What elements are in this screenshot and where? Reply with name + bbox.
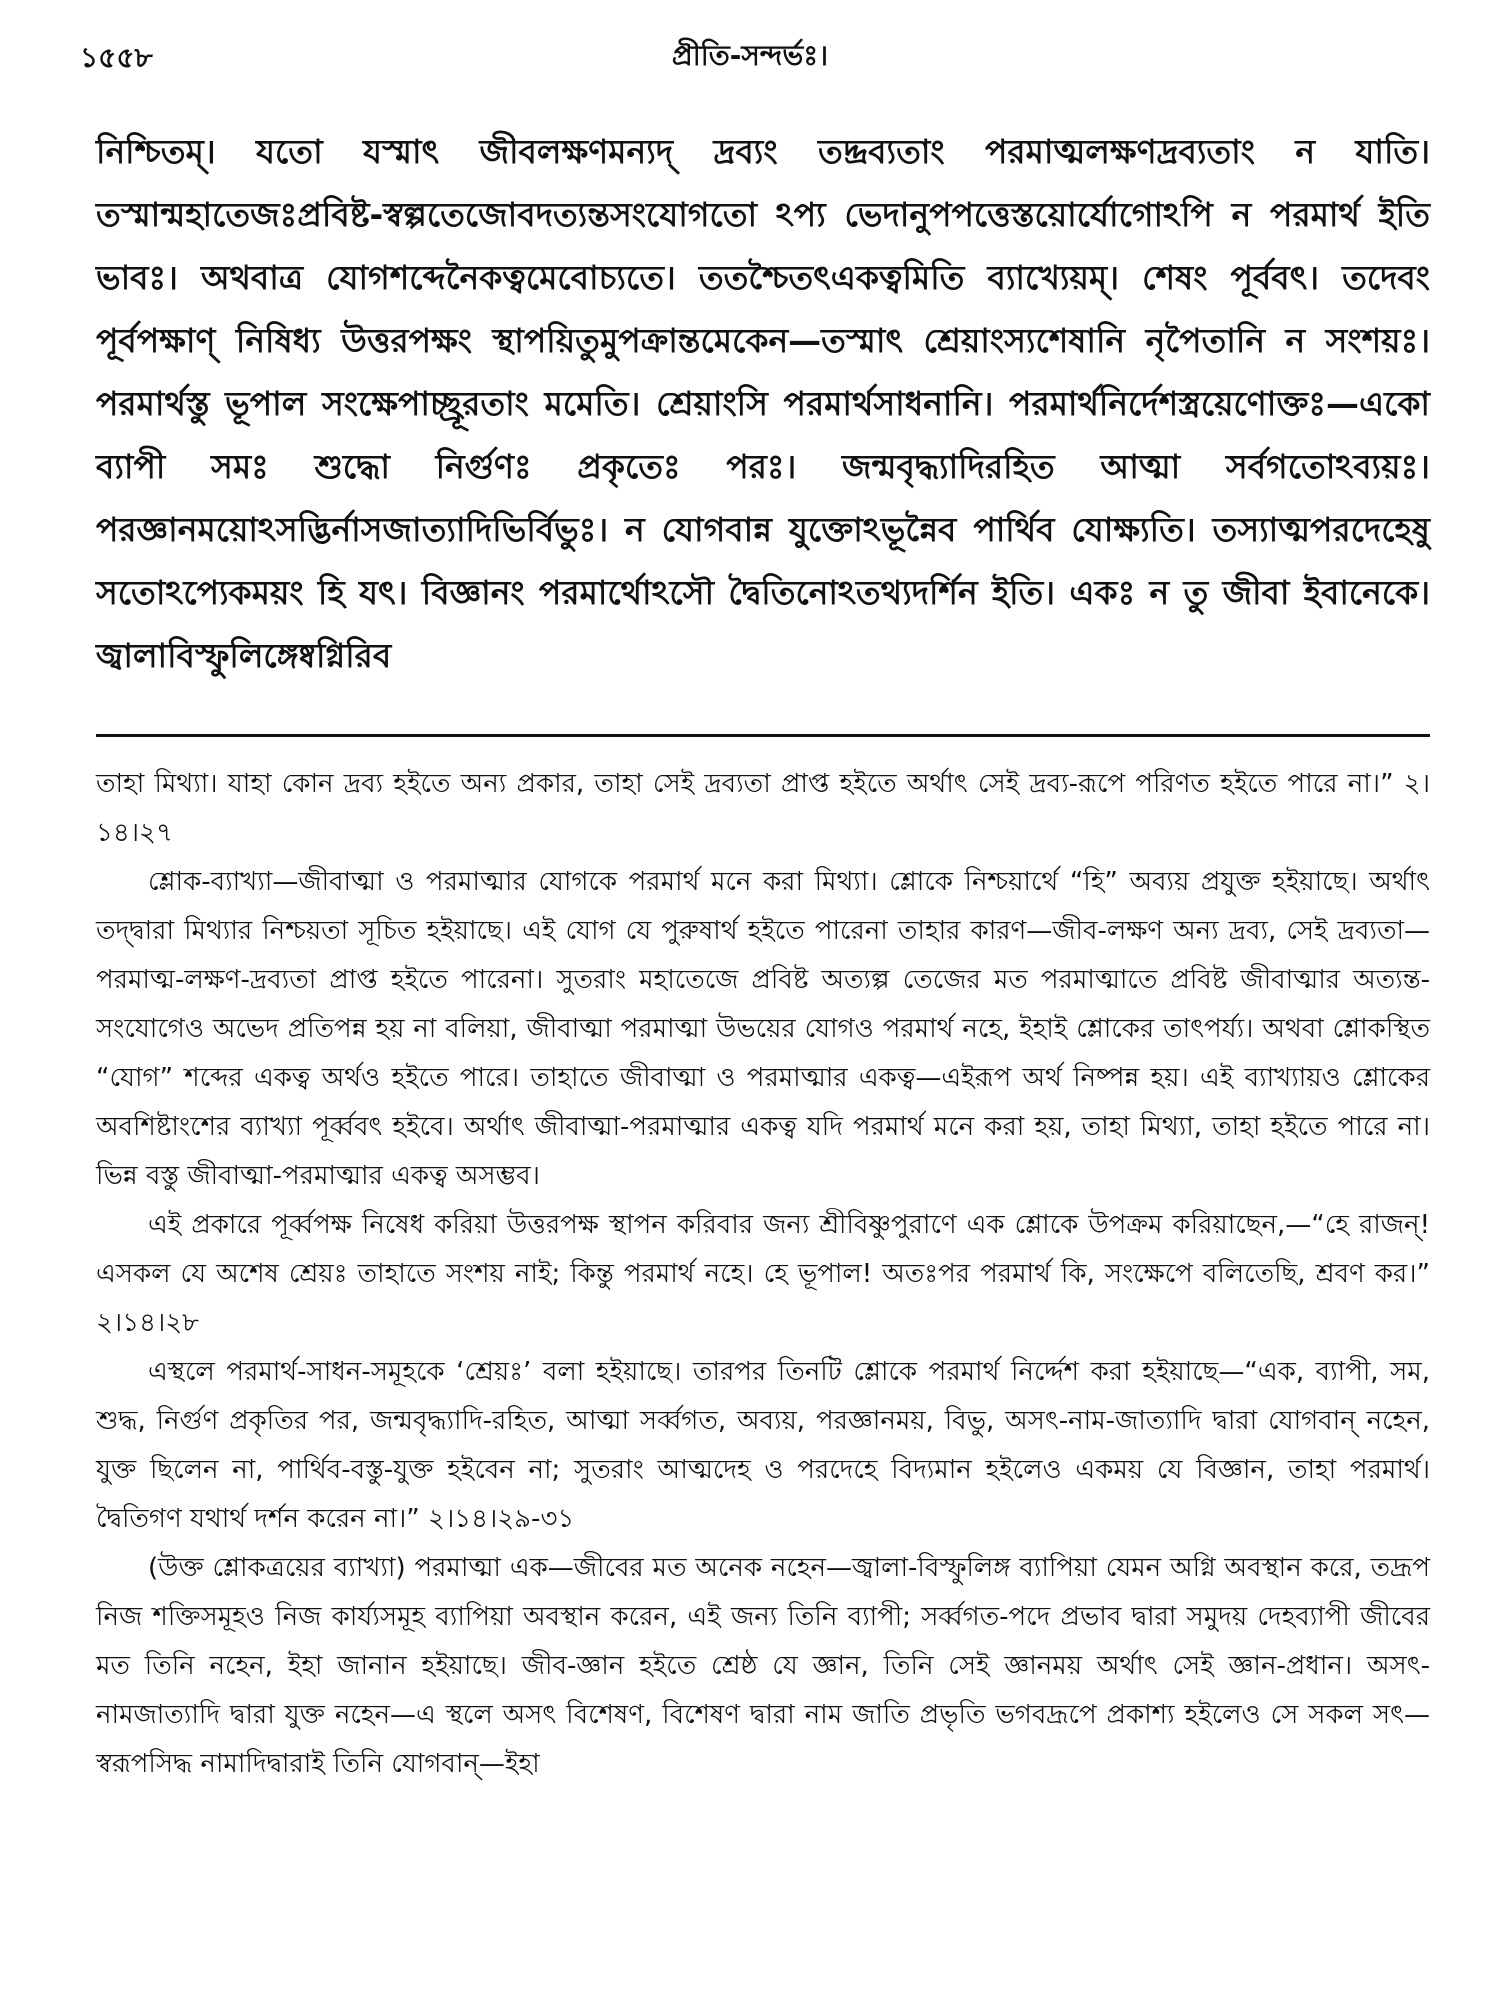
commentary-paragraph: এই প্রকারে পূর্ব্বপক্ষ নিষেধ করিয়া উত্তরপক্ষ স্থাপন করিবার জন্য শ্রীবিষ্ণুপুরাণে এক শ্লোকে উপক্রম করিয়াছেন,—“হে রাজন্‌! এসকল যে অশেষ শ্রেয়ঃ তাহাতে সংশয় নাই; কিন্তু পরমার্থ নহে। হে ভূপাল! অতঃপর পরমার্থ কি, সংক্ষেপে বলিতেছি, শ্রবণ কর।” ২।১৪।২৮ <box>96 1210 1430 1338</box>
separator-rule <box>96 734 1430 737</box>
page-number: ১৫৫৮ <box>80 41 153 74</box>
commentary-paragraph: এস্থলে পরমার্থ-সাধন-সমূহকে ‘শ্রেয়ঃ’ বলা হইয়াছে। তারপর তিনটি শ্লোকে পরমার্থ নির্দ্দেশ করা হইয়াছে—“এক, ব্যাপী, সম, শুদ্ধ, নির্গুণ প্রকৃতির পর, জন্মবৃদ্ধ্যাদি-রহিত, আত্মা সর্ব্বগত, অব্যয়, পরজ্ঞানময়, বিভু, অসৎ-নাম-জাত্যাদি দ্বারা যোগবান্‌ নহেন, যুক্ত ছিলেন না, পার্থিব-বস্তু-যুক্ত হইবেন না; সুতরাং আত্মদেহ ও পরদেহে বিদ্যমান হইলেও একময় যে বিজ্ঞান, তাহা পরমার্থ। দ্বৈতিগণ যথার্থ দর্শন করেন না।” ২।১৪।২৯-৩১ <box>96 1357 1430 1534</box>
commentary-paragraph: শ্লোক-ব্যাখ্যা—জীবাত্মা ও পরমাত্মার যোগকে পরমার্থ মনে করা মিথ্যা। শ্লোকে নিশ্চয়ার্থে “হি” অব্যয় প্রযুক্ত হইয়াছে। অর্থাৎ তদ্দ্বারা মিথ্যার নিশ্চয়তা সূচিত হইয়াছে। এই যোগ যে পুরুষার্থ হইতে পারেনা তাহার কারণ—জীব-লক্ষণ অন্য দ্রব্য, সেই দ্রব্যতা—পরমাত্ম-লক্ষণ-দ্রব্যতা প্রাপ্ত হইতে পারেনা। সুতরাং মহাতেজে প্রবিষ্ট অত্যল্প তেজের মত পরমাত্মাতে প্রবিষ্ট জীবাত্মার অত্যন্ত-সংযোগেও অভেদ প্রতিপন্ন হয় না বলিয়া, জীবাত্মা পরমাত্মা উভয়ের যোগও পরমার্থ নহে, ইহাই শ্লোকের তাৎপর্য্য। অথবা শ্লোকস্থিত “যোগ” শব্দের একত্ব অর্থও হইতে পারে। তাহাতে জীবাত্মা ও পরমাত্মার একত্ব—এইরূপ অর্থ নিষ্পন্ন হয়। এই ব্যাখ্যায়ও শ্লোকের অবশিষ্টাংশের ব্যাখ্যা পূর্ব্ববৎ হইবে। অর্থাৎ জীবাত্মা-পরমাত্মার একত্ব যদি পরমার্থ মনে করা হয়, তাহা মিথ্যা, তাহা হইতে পারে না। ভিন্ন বস্তু জীবাত্মা-পরমাত্মার একত্ব অসম্ভব। <box>96 867 1431 1191</box>
running-title: প্রীতি-সন্দর্ভঃ। <box>671 39 829 72</box>
sanskrit-verse-block: নিশ্চিতম্‌। যতো যস্মাৎ জীবলক্ষণমন্যদ্‌ দ্রব্যং তদ্দ্রব্যতাং পরমাত্মলক্ষণদ্রব্যতাং ন যাতি। তস্মান্মহাতেজঃপ্রবিষ্ট-স্বল্পতেজোবদত্যন্তসংযোগতো ঽপ্য ভেদানুপপত্তেস্তয়োর্যোগোঽপি ন পরমার্থ ইতি ভাবঃ। অথবাত্র যোগশব্দেনৈকত্বমেবোচ্যতে। ততশ্চৈতৎএকত্বমিতি ব্যাখ্যেয়ম্‌। শেষং পূর্ববৎ। তদেবং পূর্বপক্ষাণ্‌ নিষিধ্য উত্তরপক্ষং স্থাপয়িতুমুপক্রান্তমেকেন—তস্মাৎ শ্রেয়াংস্যশেষানি নৃপৈতানি ন সংশয়ঃ। পরমার্থস্তু ভূপাল সংক্ষেপাচ্ছ্রূরতাং মমেতি। শ্রেয়াংসি পরমার্থসাধনানি। পরমার্থনির্দেশস্ত্রয়েণোক্তঃ—একো ব্যাপী সমঃ শুদ্ধো নির্গুণঃ প্রকৃতেঃ পরঃ। জন্মবৃদ্ধ্যাদিরহিত আত্মা সর্বগতোঽব্যয়ঃ। পরজ্ঞানময়োঽসদ্ভির্নাসজাত্যাদিভির্বিভুঃ। ন যোগবান্ন যুক্তোঽভূন্নৈব পার্থিব যোক্ষ্যতি। তস্যাত্মপরদেহেষু সতোঽপ্যেকময়ং হি যৎ। বিজ্ঞানং পরমার্থোঽসৌ দ্বৈতিনোঽতথ্যদর্শিন ইতি। একঃ ন তু জীবা ইবানেকে। জ্বালাবিস্ফুলিঙ্গেষ্বগ্নিরিব <box>96 132 1430 675</box>
bengali-commentary <box>96 760 1430 1789</box>
commentary-paragraph: তাহা মিথ্যা। যাহা কোন দ্রব্য হইতে অন্য প্রকার, তাহা সেই দ্রব্যতা প্রাপ্ত হইতে অর্থাৎ সেই দ্রব্য-রূপে পরিণত হইতে পারে না।” ২।১৪।২৭ <box>96 769 1430 848</box>
commentary-paragraph: (উক্ত শ্লোকত্রয়ের ব্যাখ্যা) পরমাত্মা এক—জীবের মত অনেক নহেন—জ্বালা-বিস্ফুলিঙ্গ ব্যাপিয়া যেমন অগ্নি অবস্থান করে, তদ্রূপ নিজ শক্তিসমূহও নিজ কার্য্যসমূহ ব্যাপিয়া অবস্থান করেন, এই জন্য তিনি ব্যাপী; সর্ব্বগত-পদে প্রভাব দ্বারা সমুদয় দেহব্যাপী জীবের মত তিনি নহেন, ইহা জানান হইয়াছে। জীব-জ্ঞান হইতে শ্রেষ্ঠ যে জ্ঞান, তিনি সেই জ্ঞানময় অর্থাৎ সেই জ্ঞান-প্রধান। অসৎ-নামজাত্যাদি দ্বারা যুক্ত নহেন—এ স্থলে অসৎ বিশেষণ, বিশেষণ দ্বারা নাম জাতি প্রভৃতি ভগবদ্রূপে প্রকাশ্য হইলেও সে সকল সৎ—স্বরূপসিদ্ধ নামাদিদ্বারাই তিনি যোগবান্‌—ইহা <box>96 1553 1430 1779</box>
